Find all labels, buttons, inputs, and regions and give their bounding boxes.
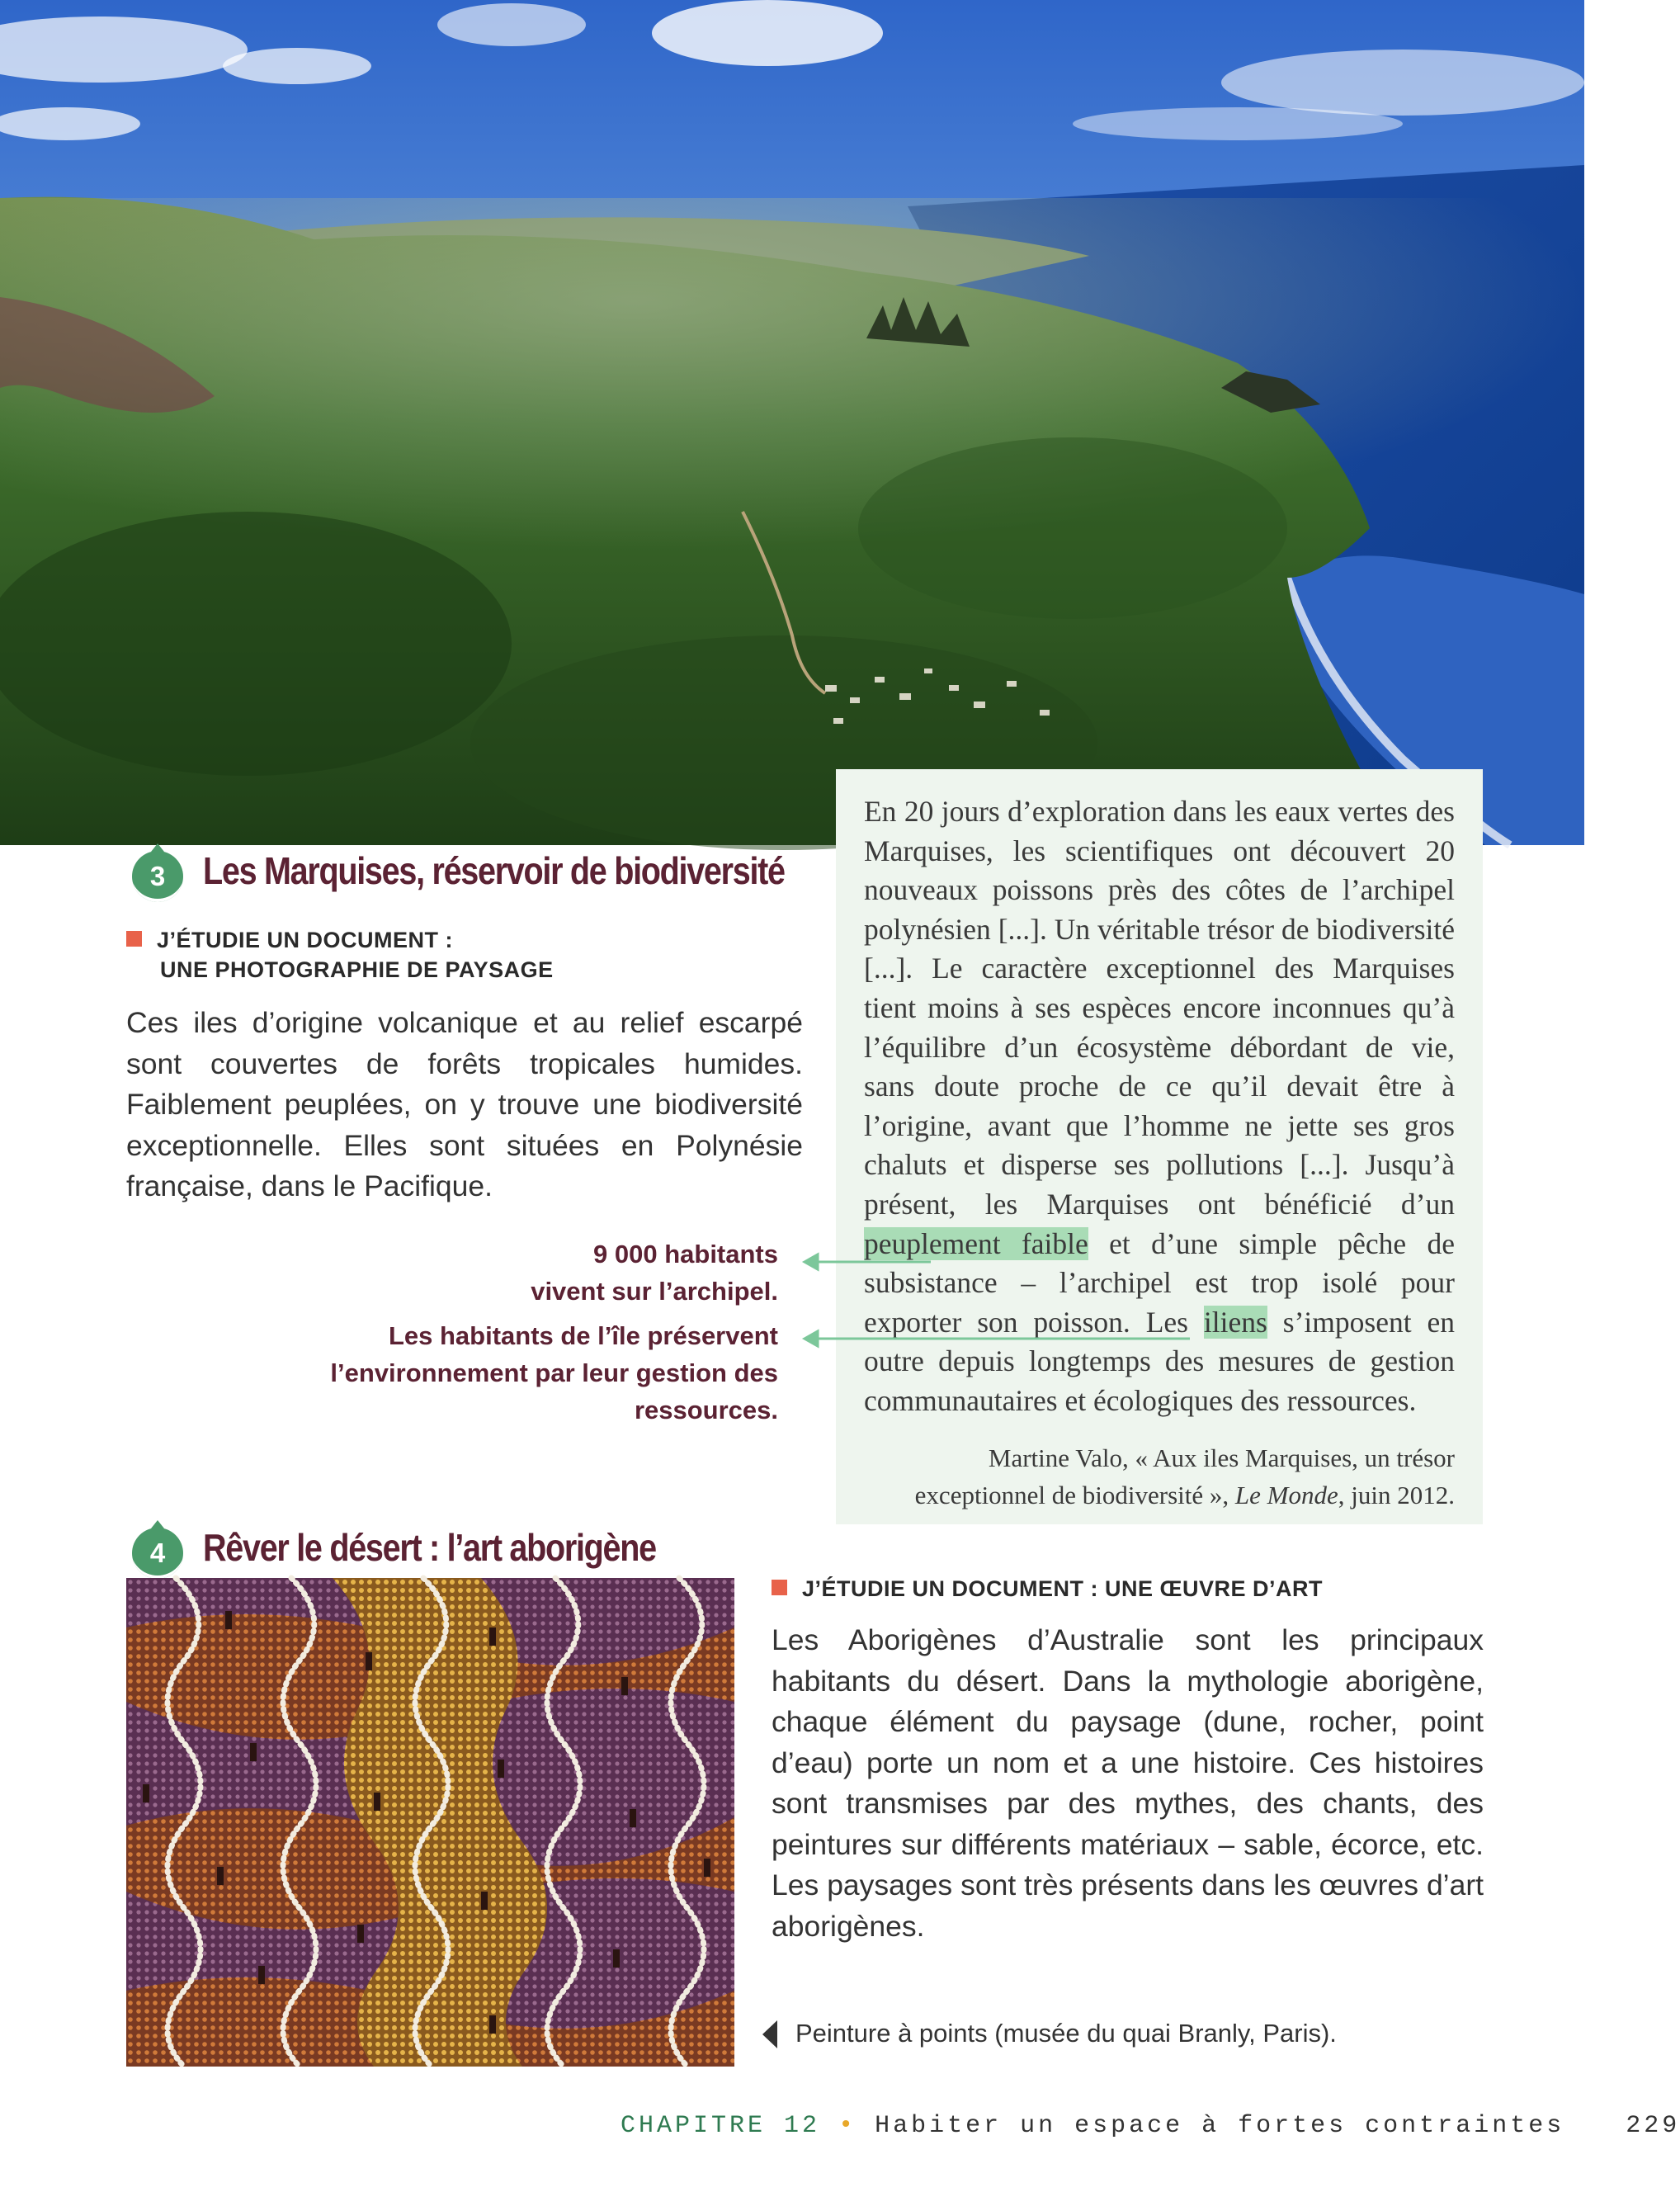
page-footer xyxy=(621,2112,1680,2140)
section-3-number-badge: 3 xyxy=(132,851,183,902)
footer-chapter: CHAPITRE 12 xyxy=(621,2112,821,2140)
quote-source: Martine Valo, « Aux iles Marquises, un trésor exceptionnel de biodiversité », Le Monde, juin 2012. xyxy=(914,1443,1455,1509)
arrowhead-icon xyxy=(805,1331,818,1346)
highlight-peuplement-faible: peuplement faible xyxy=(864,1226,1088,1260)
quote-box xyxy=(836,769,1483,1524)
section-4-title: Rêver le désert : l’art aborigène xyxy=(203,1526,656,1569)
aboriginal-dot-painting xyxy=(126,1578,734,2067)
annotation-population: 9 000 habitants vivent sur l’archipel. xyxy=(531,1240,778,1306)
footer-chapter-title: Habiter un espace à fortes contraintes xyxy=(875,2112,1565,2140)
highlight-iliens: iliens xyxy=(1203,1305,1267,1339)
section-3-subhead: J’ÉTUDIE UN DOCUMENT : UNE PHOTOGRAPHIE DE PAYSAGE xyxy=(126,925,554,985)
annotation-environment: Les habitants de l’île préservent l’environnement par leur gestion des ressources. xyxy=(330,1321,778,1424)
caption-pointer-icon xyxy=(762,2020,777,2048)
section-4-body: Les Aborigènes d’Australie sont les principaux habitants du désert. Dans la mythologie aborigène, chaque élément du paysage (dune, rocher, point d’eau) porte un nom et a une histoire. Ces histoires sont transmises par des mythes, des chants, des peintures sur différents matériaux – sable, écorce, etc. Les paysages sont très présents dans les œuvres d’art aborigènes. xyxy=(772,1623,1484,1943)
quote-text: En 20 jours d’exploration dans les eaux vertes des Marquises, les scientifiques ont découvert 20 nouveaux poissons près des côtes de l’archipel polynésien [...]. Un véritable trésor de biodiversité [...]. Le caractère exceptionnel des Marquises tient moins à ses espèces encore inconnues qu’à l’équilibre d’un écosystème débordant de vie, sans doute proche de ce qu’il devait être à l’origine, avant que l’homme ne jette ses gros chaluts et disperse ses pollutions [...]. Jusqu’à présent, les Marquises ont bénéficié d’un peuplement faible et d’une simple pêche de subsistance – l’archipel est trop isolé pour exporter son poisson. Les iliens s’imposent en outre depuis longtemps des mesures de gestion communautaires et écologiques des ressources. xyxy=(864,795,1456,1417)
section-4-number-badge: 4 xyxy=(132,1528,183,1579)
orange-square-icon xyxy=(772,1580,787,1595)
marquises-landscape-photo xyxy=(0,0,1584,845)
painting-caption: Peinture à points (musée du quai Branly, Paris). xyxy=(762,2019,1337,2048)
section-4-subhead: J’ÉTUDIE UN DOCUMENT : UNE ŒUVRE D’ART xyxy=(772,1574,1323,1604)
footer-bullet-icon: • xyxy=(838,2112,857,2140)
orange-square-icon xyxy=(126,931,142,947)
section-3-title: Les Marquises, réservoir de biodiversité xyxy=(203,849,785,892)
page-number: 229 xyxy=(1626,2112,1680,2140)
section-3-intro: Ces iles d’origine volcanique et au relief escarpé sont couvertes de forêts tropicales humides. Faiblement peuplées, on y trouve une biodiversité exceptionnelle. Elles sont situées en Polynésie française, dans le Pacifique. xyxy=(126,1006,803,1202)
arrowhead-icon xyxy=(805,1254,818,1269)
